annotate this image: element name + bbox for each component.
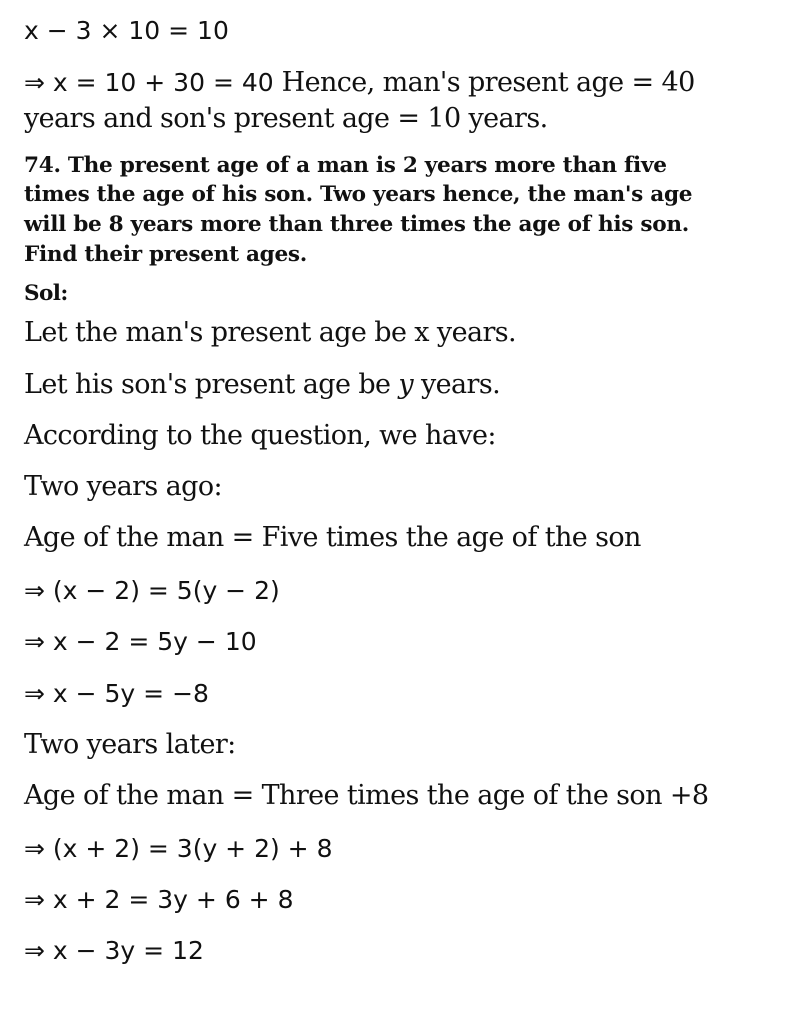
let-man-line: Let the man's present age be x years.	[24, 317, 516, 348]
two-years-later-heading: Two years later:	[24, 729, 236, 760]
equation-line-3: years and son's present age = 10 years.	[24, 103, 548, 134]
step-3-equation: ⇒ x − 5y = −8	[24, 679, 209, 708]
step-5-equation: ⇒ x + 2 = 3y + 6 + 8	[24, 885, 294, 914]
step-1-equation: ⇒ (x − 2) = 5(y − 2)	[24, 576, 280, 605]
equation-line-2	[24, 66, 695, 100]
step-4-equation: ⇒ (x + 2) = 3(y + 2) + 8	[24, 834, 333, 863]
let-son-line	[24, 368, 500, 402]
question-line-4: Find their present ages.	[24, 242, 307, 267]
step-2-equation: ⇒ x − 2 = 5y − 10	[24, 627, 257, 656]
question-line-3: will be 8 years more than three times the age of his son.	[24, 212, 689, 237]
equation-2-math: ⇒ x = 10 + 30 = 40	[24, 68, 274, 97]
let-son-text-a: Let his son's present age be	[24, 369, 399, 400]
question-line-2: times the age of his son. Two years hence, the man's age	[24, 182, 693, 207]
condition-2-line: Age of the man = Three times the age of the son +8	[24, 780, 709, 811]
step-6-equation: ⇒ x − 3y = 12	[24, 936, 204, 965]
equation-2-text: Hence, man's present age = 40	[273, 67, 695, 98]
according-line: According to the question, we have:	[24, 420, 496, 451]
let-son-variable: y	[398, 369, 414, 400]
question-line-1: 74. The present age of a man is 2 years more than five	[24, 153, 667, 178]
two-years-ago-heading: Two years ago:	[24, 471, 223, 502]
equation-line-1: x − 3 × 10 = 10	[24, 16, 229, 45]
condition-1-line: Age of the man = Five times the age of the son	[24, 522, 641, 553]
solution-label: Sol:	[24, 281, 68, 306]
let-son-text-b: years.	[413, 369, 501, 400]
